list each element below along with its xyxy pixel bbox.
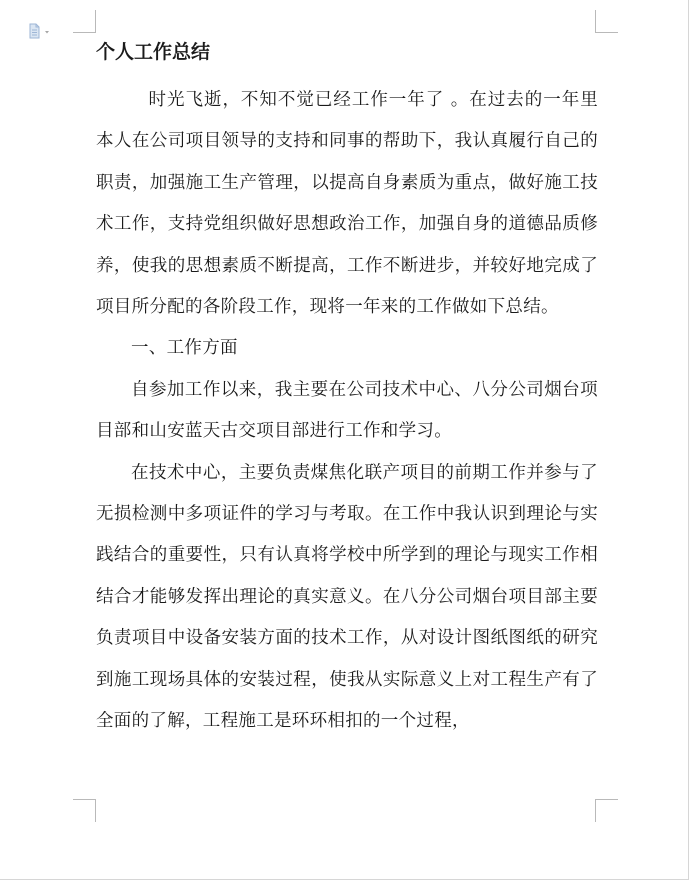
document-title: 个人工作总结 <box>96 41 211 63</box>
crop-mark-bottom-right <box>595 799 618 822</box>
paragraph-since-joining: 自参加工作以来，我主要在公司技术中心、八分公司烟台项目部和山安蓝天古交项目部进行工作和学习。 <box>96 379 598 442</box>
document-icon[interactable] <box>28 23 52 39</box>
paragraph-intro: 时光飞逝，不知不觉已经工作一年了 。在过去的一年里本人在公司项目领导的支持和同事的帮助下，我认真履行自己的职责，加强施工生产管理，以提高自身素质为重点，做好施工技术工作，支持党组织做好思想政治工作，加强自身的道德品质修养，使我的思想素质不断提高，工作不断进步，并较好地完成了项目所分配的各阶段工作，现将一年来的工作做如下总结。 <box>96 90 598 318</box>
section-heading: 一、工作方面 <box>131 338 238 359</box>
crop-mark-bottom-left <box>73 799 96 822</box>
document-body <box>96 38 598 743</box>
crop-mark-top-right <box>595 10 618 33</box>
crop-mark-top-left <box>73 10 96 33</box>
paragraph-tech-center: 在技术中心，主要负责煤焦化联产项目的前期工作并参与了无损检测中多项证件的学习与考取。在工作中我认识到理论与实践结合的重要性，只有认真将学校中所学到的理论与现实工作相结合才能够发挥出理论的真实意义。在八分公司烟台项目部主要负责项目中设备安装方面的技术工作，从对设计图纸图纸的研究到施工现场具体的安装过程，使我从实际意义上对工程生产有了全面的了解，工程施工是环环相扣的一个过程， <box>96 462 598 732</box>
